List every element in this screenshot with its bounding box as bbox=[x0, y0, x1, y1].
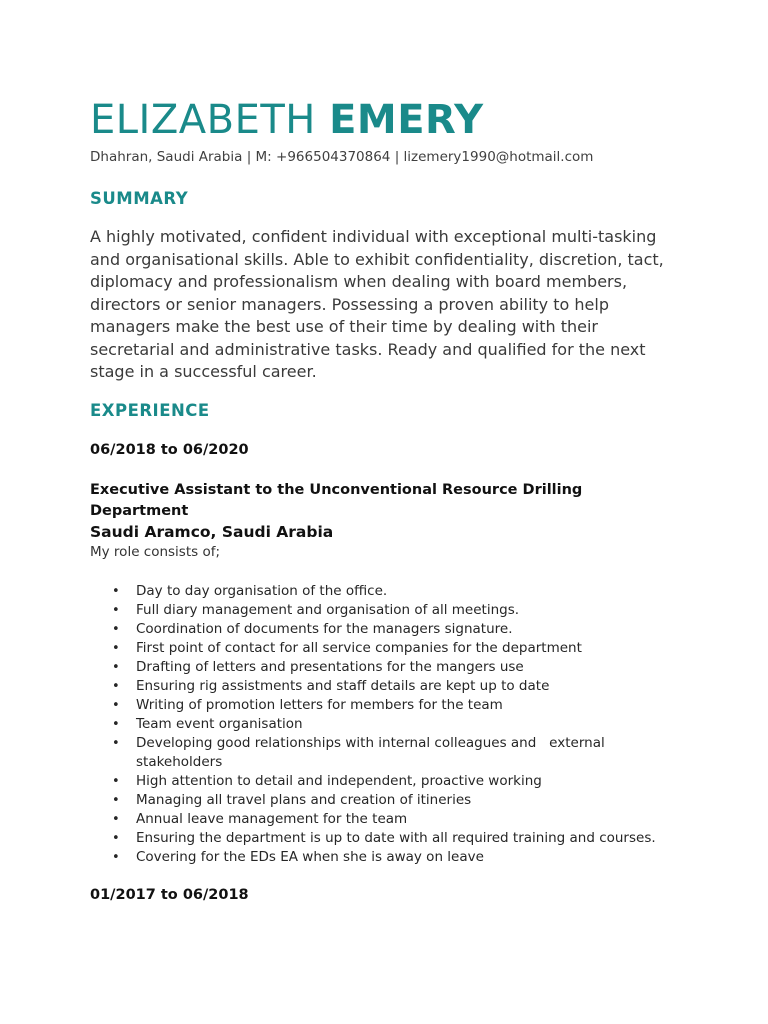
contact-line: Dhahran, Saudi Arabia | M: +966504370864 | lizemery1990@hotmail.com bbox=[90, 149, 594, 165]
bullet-icon: • bbox=[112, 792, 120, 808]
list-item: • Day to day organisation of the office. bbox=[112, 582, 388, 599]
last-name: EMERY bbox=[329, 97, 484, 143]
bullet-icon: • bbox=[112, 830, 120, 846]
list-item: • Writing of promotion letters for members for the team bbox=[112, 696, 503, 713]
first-name: ELIZABETH bbox=[90, 97, 316, 143]
list-item: • Managing all travel plans and creation of itineries bbox=[112, 791, 472, 808]
list-item: • Developing good relationships with internal colleagues and external stakeholders bbox=[112, 734, 610, 770]
list-item: • Team event organisation bbox=[112, 715, 303, 732]
bullet-icon: • bbox=[112, 849, 120, 865]
list-item: • High attention to detail and independent, proactive working bbox=[112, 772, 542, 789]
list-item: • Annual leave management for the team bbox=[112, 810, 408, 827]
list-item: • Coordination of documents for the managers signature. bbox=[112, 620, 513, 637]
bullet-icon: • bbox=[112, 678, 120, 694]
experience-heading: EXPERIENCE bbox=[90, 400, 210, 420]
list-item: • First point of contact for all service companies for the department bbox=[112, 639, 582, 656]
list-item: • Ensuring the department is up to date with all required training and courses. bbox=[112, 829, 656, 846]
bullet-icon: • bbox=[112, 583, 120, 599]
bullet-icon: • bbox=[112, 602, 120, 618]
list-item: • Ensuring rig assistments and staff details are kept up to date bbox=[112, 677, 550, 694]
company-name: Saudi Aramco, Saudi Arabia bbox=[90, 522, 334, 541]
bullet-icon: • bbox=[112, 735, 120, 751]
list-item: • Drafting of letters and presentations for the mangers use bbox=[112, 658, 524, 675]
bullet-icon: • bbox=[112, 811, 120, 827]
summary-heading: SUMMARY bbox=[90, 189, 189, 208]
role-intro: My role consists of; bbox=[90, 543, 221, 560]
bullet-icon: • bbox=[112, 773, 120, 789]
job-title: Executive Assistant to the Unconventional Resource Drilling Department bbox=[90, 481, 583, 519]
bullet-icon: • bbox=[112, 697, 120, 713]
bullet-icon: • bbox=[112, 621, 120, 637]
resume-page bbox=[90, 96, 690, 905]
list-item: • Covering for the EDs EA when she is away on leave bbox=[112, 848, 484, 865]
list-item: • Full diary management and organisation of all meetings. bbox=[112, 601, 520, 618]
duties-list bbox=[90, 582, 690, 867]
bullet-icon: • bbox=[112, 640, 120, 656]
bullet-icon: • bbox=[112, 659, 120, 675]
candidate-name bbox=[90, 96, 690, 144]
bullet-icon: • bbox=[112, 716, 120, 732]
summary-text: A highly motivated, confident individual with exceptional multi-tasking and organisational skills. Able to exhibit confidentiality, discretion, tact, diplomacy and professionalism when dealing with board members, directors or senior managers. Possessing a proven ability to help managers make the best use of their time by dealing with their secretarial and administrative tasks. Ready and qualified for the next stage in a successful career. bbox=[90, 227, 664, 381]
job-date-range: 06/2018 to 06/2020 bbox=[90, 441, 249, 458]
job-date-range: 01/2017 to 06/2018 bbox=[90, 886, 249, 903]
